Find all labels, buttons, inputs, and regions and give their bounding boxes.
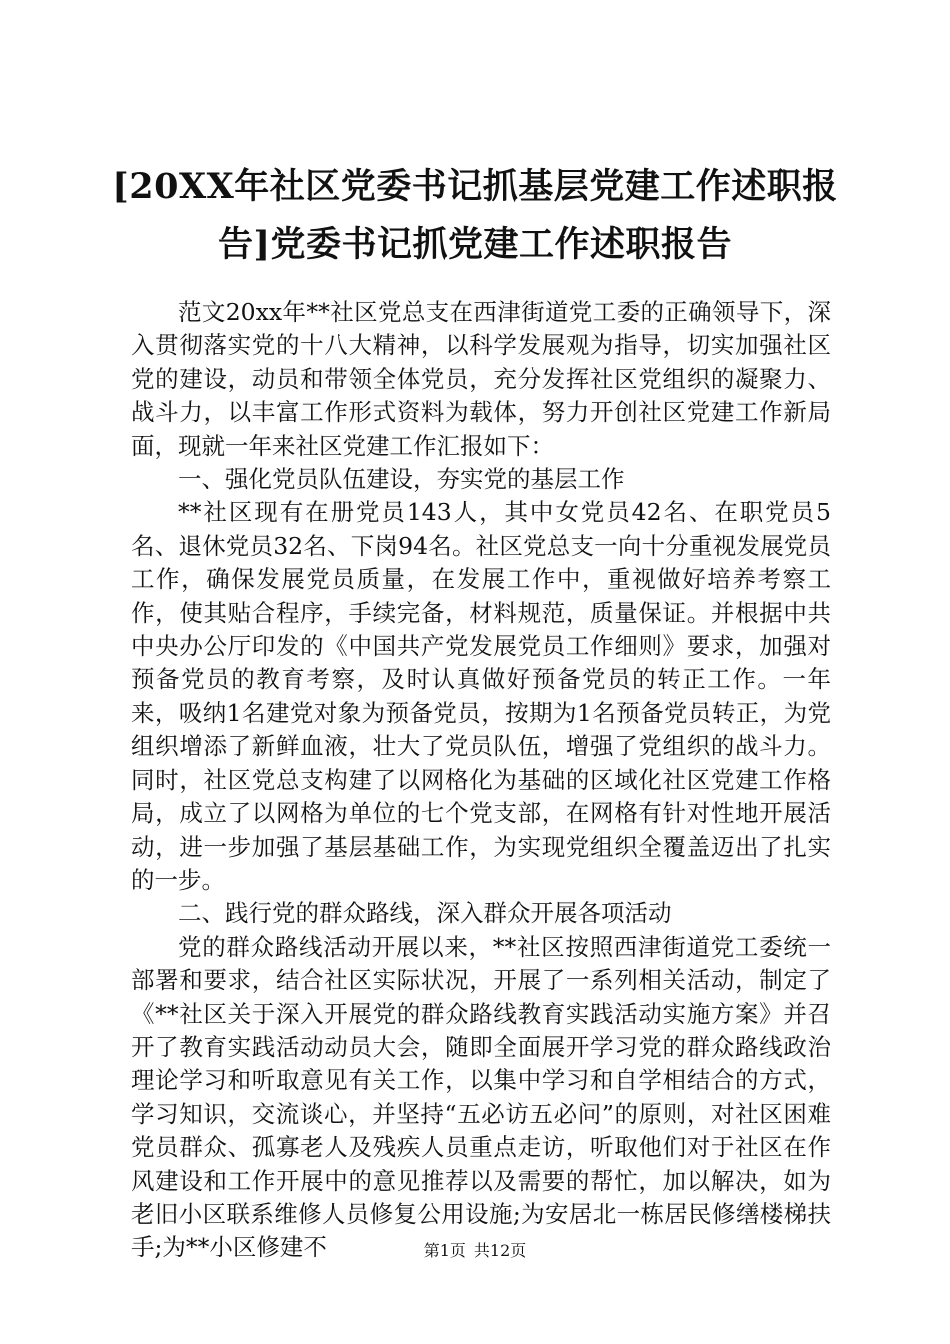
document-body [131, 296, 831, 1265]
page-number: 第1页 [423, 1241, 466, 1260]
section-heading-1: 一、强化党员队伍建设，夯实党的基层工作 [178, 465, 625, 494]
page-total: 共12页 [473, 1241, 527, 1260]
section-1-paragraph: **社区现有在册党员143人，其中女党员42名、在职党员5名、退休党员32名、下岗94名。社区党总支一向十分重视发展党员工作，确保发展党员质量，在发展工作中，重视做好培养考察工作，使其贴合程序，手续完备，材料规范，质量保证。并根据中共中央办公厅印发的《中国共产党发展党员工作细则》要求，加强对预备党员的教育考察，及时认真做好预备党员的转正工作。一年来，吸纳1名建党对象为预备党员，按期为1名预备党员转正，为党组织增添了新鲜血液，壮大了党员队伍，增强了党组织的战斗力。同时，社区党总支构建了以网格化为基础的区域化社区党建工作格局，成立了以网格为单位的七个党支部，在网格有针对性地开展活动，进一步加强了基层基础工作，为实现党组织全覆盖迈出了扎实的一步。 [131, 498, 831, 894]
intro-paragraph: 范文20xx年**社区党总支在西津街道党工委的正确领导下，深入贯彻落实党的十八大精神，以科学发展观为指导，切实加强社区党的建设，动员和带领全体党员，充分发挥社区党组织的凝聚力、战斗力，以丰富工作形式资料为载体，努力开创社区党建工作新局面，现就一年来社区党建工作汇报如下： [131, 298, 831, 460]
page-footer [0, 1240, 950, 1262]
section-heading-2: 二、践行党的群众路线，深入群众开展各项活动 [178, 899, 672, 928]
document-title: [20XX年社区党委书记抓基层党建工作述职报告]党委书记抓党建工作述职报告 [112, 166, 838, 265]
section-2-paragraph: 党的群众路线活动开展以来，**社区按照西津街道党工委统一部署和要求，结合社区实际状况，开展了一系列相关活动，制定了《**社区关于深入开展党的群众路线教育实践活动实施方案》并召开了教育实践活动动员大会，随即全面展开学习党的群众路线政治理论学习和听取意见有关工作，以集中学习和自学相结合的方式，学习知识，交流谈心，并坚持“五必访五必问”的原则，对社区困难党员群众、孤寡老人及残疾人员重点走访，听取他们对于社区在作风建设和工作开展中的意见推荐以及需要的帮忙，加以解决，如为老旧小区联系维修人员修复公用设施;为安居北一栋居民修缮楼梯扶手;为**小区修建不 [131, 932, 831, 1262]
